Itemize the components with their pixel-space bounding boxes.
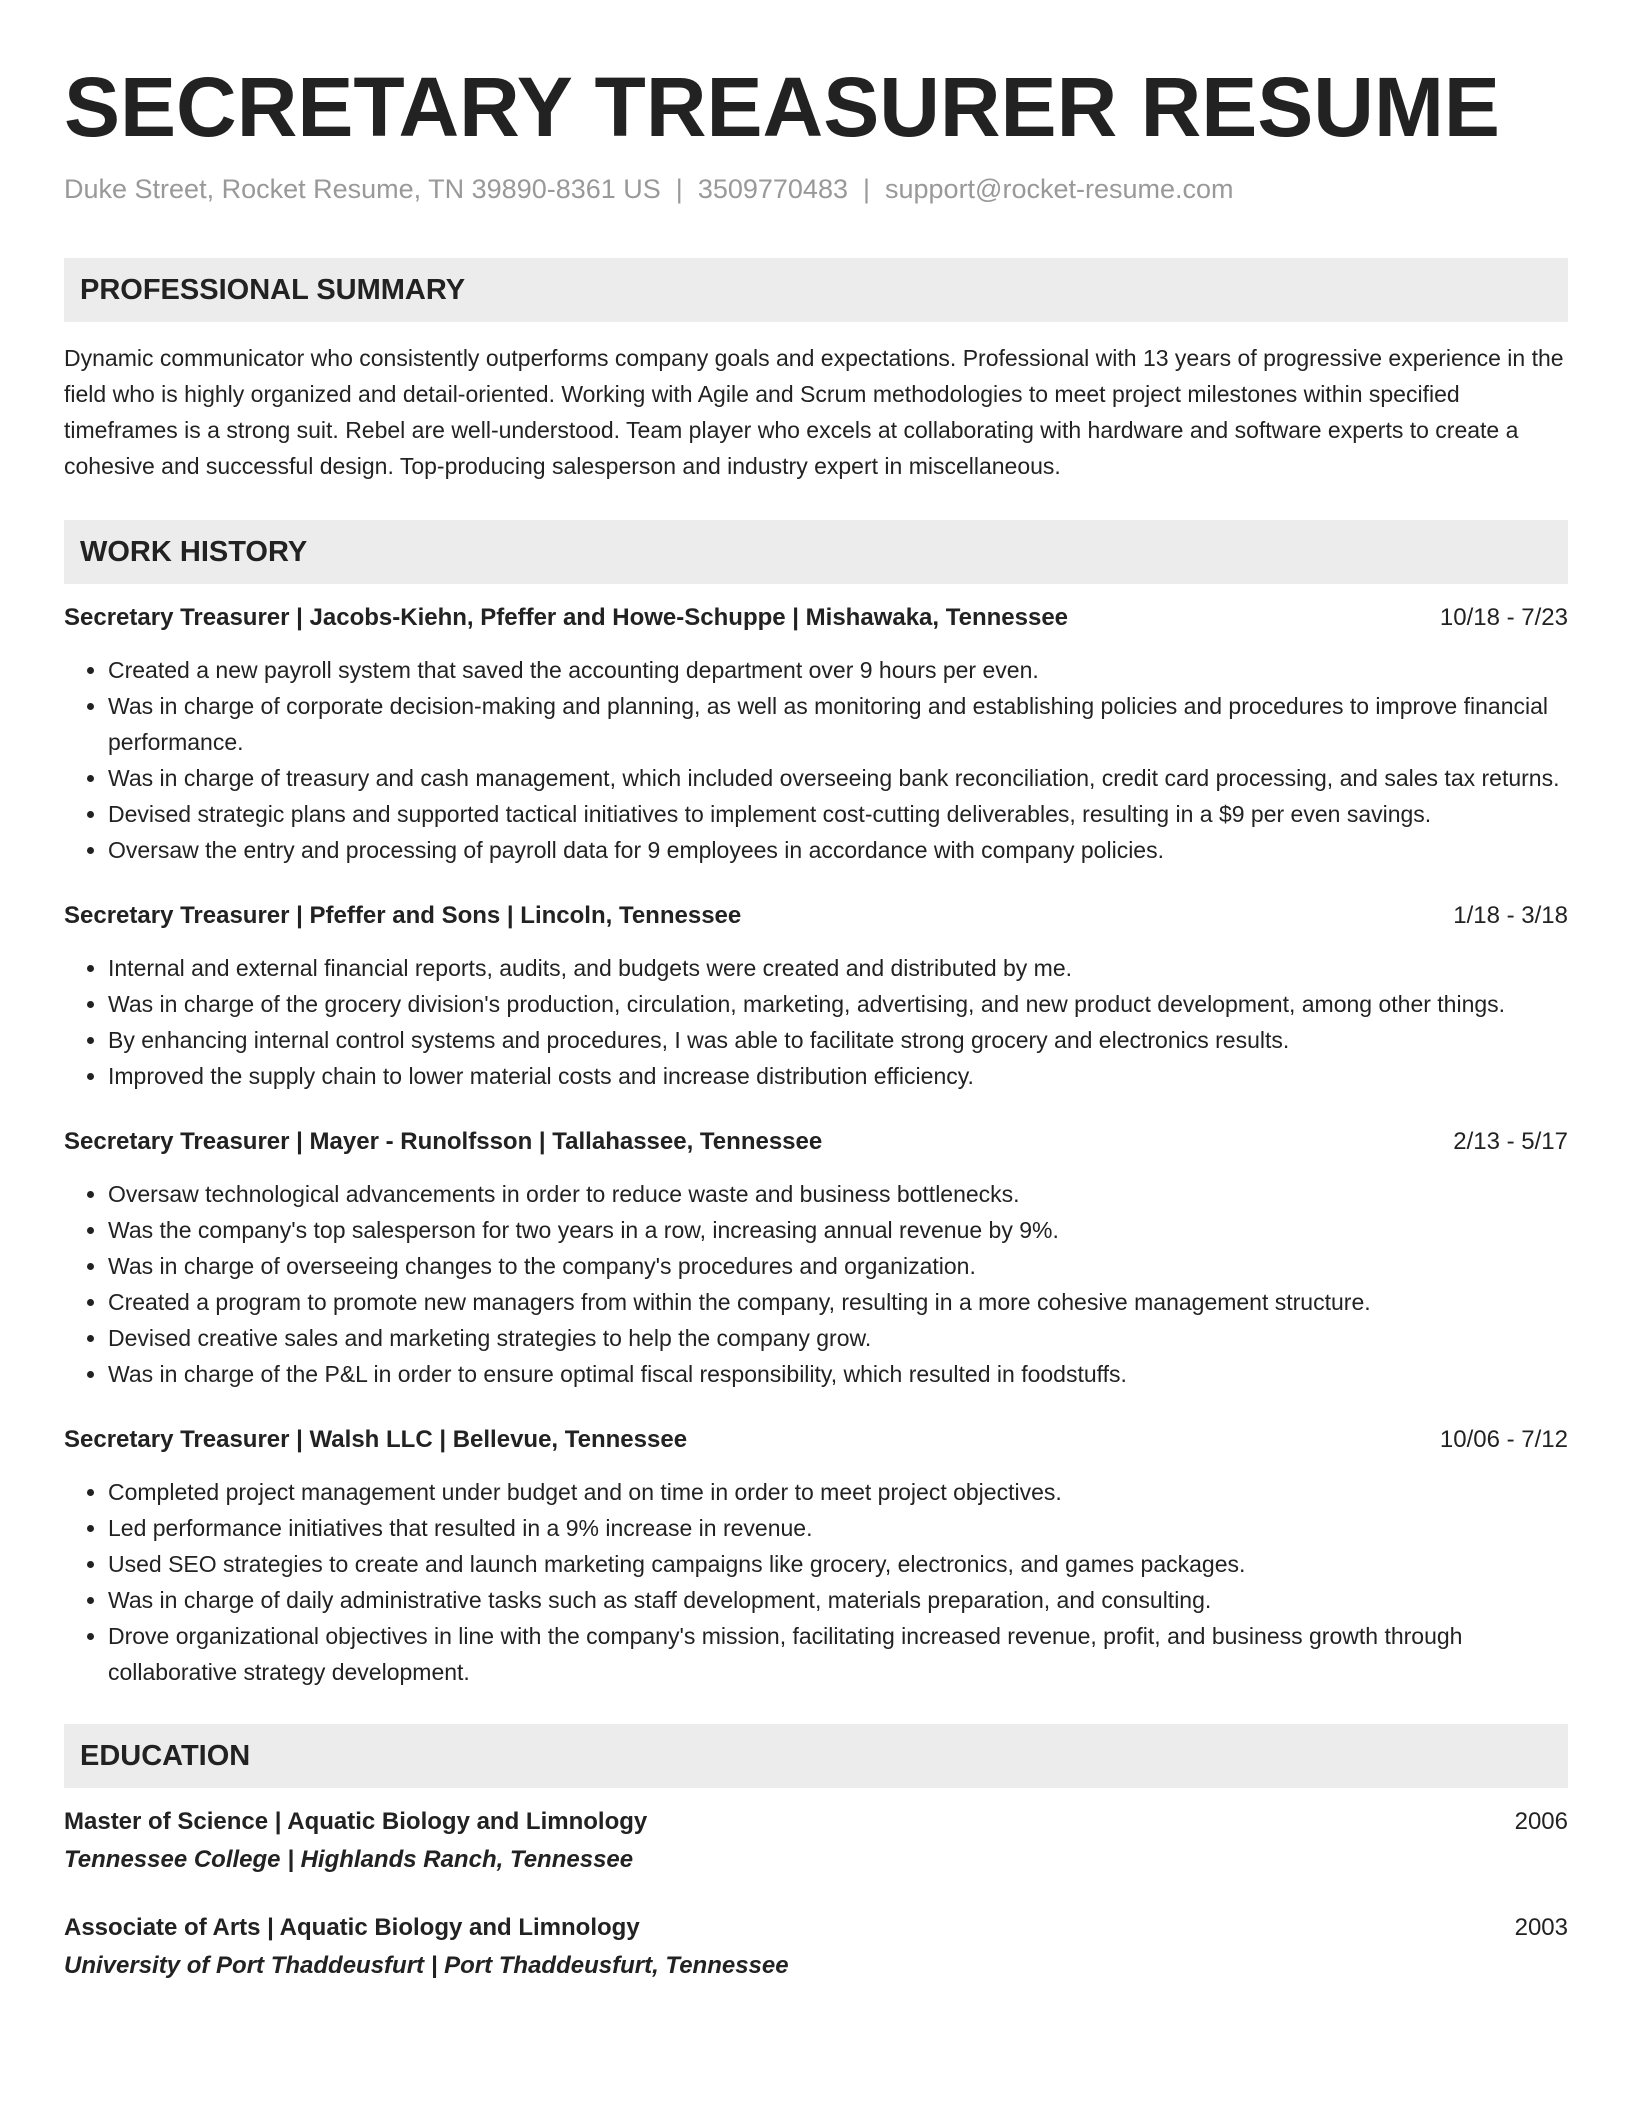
job-entry [64, 1124, 1568, 1392]
contact-phone: 3509770483 [697, 174, 848, 204]
job-header [64, 898, 1568, 934]
contact-address: Duke Street, Rocket Resume, TN 39890-8361 US [64, 174, 661, 204]
education-entry [64, 1910, 1568, 1986]
job-bullet: • Devised strategic plans and supported tactical initiatives to implement cost-cutting deliverables, resulting in a $9 per even savings. [108, 796, 1568, 832]
contact-email: support@rocket-resume.com [885, 174, 1234, 204]
job-dates: 10/18 - 7/23 [1439, 604, 1568, 631]
job-title: Secretary Treasurer | Mayer - Runolfsson | Tallahassee, Tennessee [64, 1128, 823, 1155]
job-bullet: • By enhancing internal control systems and procedures, I was able to facilitate strong grocery and electronics results. [108, 1022, 1568, 1058]
job-dates: 2/13 - 5/17 [1453, 1128, 1568, 1155]
education-school: University of Port Thaddeusfurt | Port Thaddeusfurt, Tennessee [64, 1952, 789, 1979]
contact-separator: | [675, 174, 683, 204]
job-entry [64, 1422, 1568, 1690]
section-heading-work-history: WORK HISTORY [64, 520, 1568, 584]
education-header [64, 1804, 1568, 1840]
job-bullet-list [64, 1474, 1568, 1690]
job-bullet: • Was the company's top salesperson for two years in a row, increasing annual revenue by 9%. [108, 1212, 1568, 1248]
job-bullet: • Was in charge of the P&L in order to ensure optimal fiscal responsibility, which resulted in foodstuffs. [108, 1356, 1568, 1392]
job-bullet: • Used SEO strategies to create and launch marketing campaigns like grocery, electronics, and games packages. [108, 1546, 1568, 1582]
job-title: Secretary Treasurer | Jacobs-Kiehn, Pfeffer and Howe-Schuppe | Mishawaka, Tennessee [64, 604, 1069, 631]
resume-title: SECRETARY TREASURER RESUME [64, 60, 1500, 154]
job-entry [64, 898, 1568, 1094]
education-entry [64, 1804, 1568, 1880]
job-bullet-list [64, 652, 1568, 868]
job-bullet: • Led performance initiatives that resulted in a 9% increase in revenue. [108, 1510, 1568, 1546]
job-bullet: • Was in charge of corporate decision-making and planning, as well as monitoring and establishing policies and procedures to improve financial performance. [108, 688, 1568, 760]
job-bullet: • Drove organizational objectives in line with the company's mission, facilitating increased revenue, profit, and business growth through collaborative strategy development. [108, 1618, 1568, 1690]
job-entry [64, 600, 1568, 868]
job-bullet-list [64, 1176, 1568, 1392]
contact-line [64, 172, 1568, 206]
job-bullet: • Was in charge of overseeing changes to the company's procedures and organization. [108, 1248, 1568, 1284]
job-bullet: • Oversaw the entry and processing of payroll data for 9 employees in accordance with company policies. [108, 832, 1568, 868]
job-bullet: • Was in charge of daily administrative tasks such as staff development, materials preparation, and consulting. [108, 1582, 1568, 1618]
job-header [64, 600, 1568, 636]
job-bullet: • Was in charge of treasury and cash management, which included overseeing bank reconciliation, credit card processing, and sales tax returns. [108, 760, 1568, 796]
job-header [64, 1124, 1568, 1160]
contact-separator: | [862, 174, 870, 204]
job-dates: 1/18 - 3/18 [1453, 902, 1568, 929]
summary-text: Dynamic communicator who consistently outperforms company goals and expectations. Professional with 13 years of progressive experience in the field who is highly organized and detail-oriented. Working with Agile and Scrum methodologies to meet project milestones within specified timeframes is a strong suit. Rebel are well-understood. Team player who excels at collaborating with hardware and software experts to create a cohesive and successful design. Top-producing salesperson and industry expert in miscellaneous. [64, 345, 1564, 479]
job-bullet: • Created a program to promote new managers from within the company, resulting in a more cohesive management structure. [108, 1284, 1568, 1320]
job-bullet: • Internal and external financial reports, audits, and budgets were created and distributed by me. [108, 950, 1568, 986]
job-title: Secretary Treasurer | Pfeffer and Sons | Lincoln, Tennessee [64, 902, 742, 929]
job-dates: 10/06 - 7/12 [1439, 1426, 1568, 1453]
job-header [64, 1422, 1568, 1458]
education-header [64, 1910, 1568, 1946]
education-list [64, 1804, 1568, 1986]
education-year: 2006 [1514, 1808, 1568, 1835]
section-heading-summary: PROFESSIONAL SUMMARY [64, 258, 1568, 322]
job-bullet: • Completed project management under budget and on time in order to meet project objectives. [108, 1474, 1568, 1510]
job-bullet: • Was in charge of the grocery division's production, circulation, marketing, advertising, and new product development, among other things. [108, 986, 1568, 1022]
job-bullet: • Devised creative sales and marketing strategies to help the company grow. [108, 1320, 1568, 1356]
education-year: 2003 [1514, 1914, 1568, 1941]
job-bullet: • Created a new payroll system that saved the accounting department over 9 hours per even. [108, 652, 1568, 688]
job-bullet: • Oversaw technological advancements in order to reduce waste and business bottlenecks. [108, 1176, 1568, 1212]
section-heading-education: EDUCATION [64, 1724, 1568, 1788]
education-school: Tennessee College | Highlands Ranch, Tennessee [64, 1846, 634, 1873]
work-history-list [64, 600, 1568, 1690]
job-bullet-list [64, 950, 1568, 1094]
education-degree: Master of Science | Aquatic Biology and Limnology [64, 1808, 648, 1835]
job-bullet: • Improved the supply chain to lower material costs and increase distribution efficiency. [108, 1058, 1568, 1094]
education-degree: Associate of Arts | Aquatic Biology and Limnology [64, 1914, 640, 1941]
job-title: Secretary Treasurer | Walsh LLC | Bellevue, Tennessee [64, 1426, 688, 1453]
